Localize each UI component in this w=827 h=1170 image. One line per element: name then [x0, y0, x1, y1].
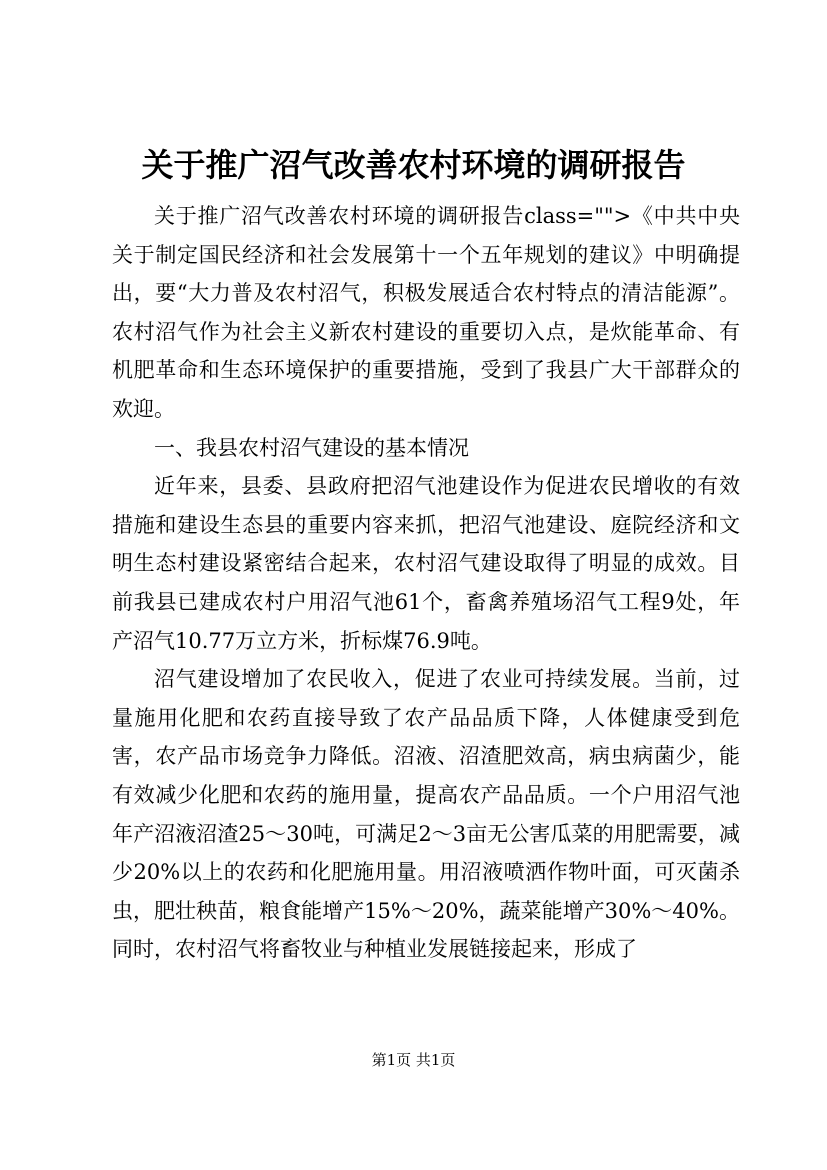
paragraph-income-benefits: 沼气建设增加了农民收入，促进了农业可持续发展。当前，过量施用化肥和农药直接导致了农产品品质下降，人体健康受到危害，农产品市场竞争力降低。沼液、沼渣肥效高，病虫病菌少，能有效减少化肥和农药的施用量，提高农产品品质。一个户用沼气池年产沼液沼渣25～30吨，可满足2～3亩无公害瓜菜的用肥需要，减少20%以上的农药和化肥施用量。用沼液喷洒作物叶面，可灭菌杀虫，肥壮秧苗，粮食能增产15%～20%，蔬菜能增产30%～40%。同时，农村沼气将畜牧业与种植业发展链接起来，形成了	[112, 667, 740, 962]
paragraph-intro: 关于推广沼气改善农村环境的调研报告class="">《中共中央关于制定国民经济和社会发展第十一个五年规划的建议》中明确提出，要“大力普及农村沼气，积极发展适合农村特点的清洁能源”。农村沼气作为社会主义新农村建设的重要切入点，是炊能革命、有机肥革命和生态环境保护的重要措施，受到了我县广大干部群众的欢迎。	[112, 204, 740, 421]
section-heading-1: 一、我县农村沼气建设的基本情况	[154, 435, 469, 460]
page-number-footer: 第1页 共1页	[371, 1051, 456, 1069]
document-body	[112, 197, 740, 969]
paragraph-basic-situation: 近年来，县委、县政府把沼气池建设作为促进农民增收的有效措施和建设生态县的重要内容来抓，把沼气池建设、庭院经济和文明生态村建设紧密结合起来，农村沼气建设取得了明显的成效。目前我县已建成农村户用沼气池61个，畜禽养殖场沼气工程9处，年产沼气10.77万立方米，折标煤76.9吨。	[112, 474, 740, 653]
page-title: 关于推广沼气改善农村环境的调研报告	[141, 146, 686, 184]
